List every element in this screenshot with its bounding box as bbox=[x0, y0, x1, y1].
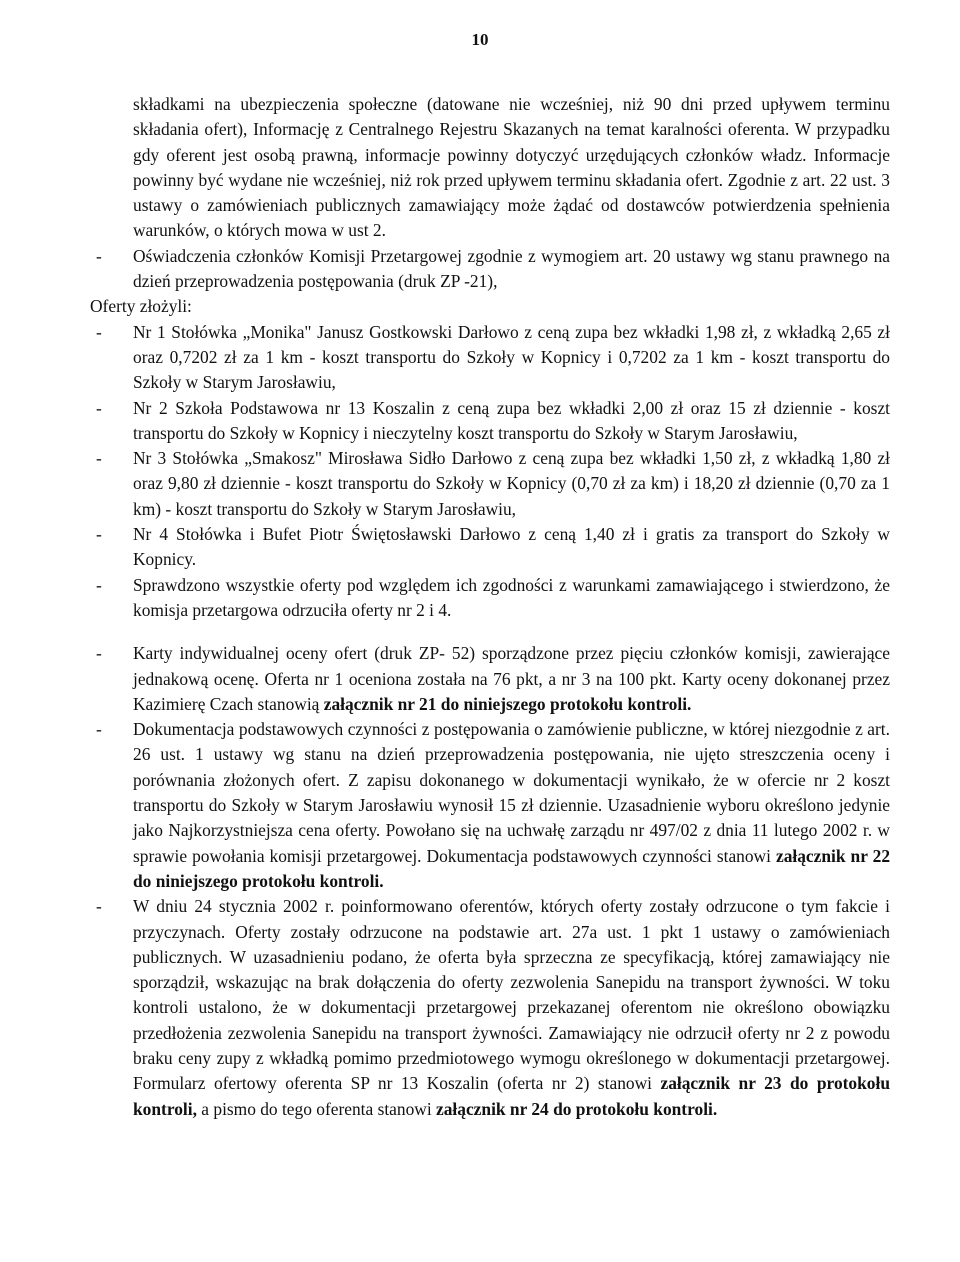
dash-marker: - bbox=[96, 719, 102, 740]
dash-marker: - bbox=[96, 448, 102, 469]
evaluation-cards-item bbox=[90, 641, 890, 717]
offer-item-3 bbox=[90, 446, 890, 522]
attachment-23-reference: załącznik nr 23 do protokołu kontroli, bbox=[133, 1073, 890, 1119]
dash-marker: - bbox=[96, 896, 102, 917]
verification-text: Sprawdzono wszystkie oferty pod względem ich zgodności z warunkami zamawiającego i stwierdzono, że komisja przetargowa odrzuciła oferty nr 2 i 4. bbox=[133, 574, 890, 620]
attachment-21-reference: załącznik nr 21 do niniejszego protokołu kontroli. bbox=[323, 693, 692, 714]
declarations-item bbox=[90, 244, 890, 295]
dash-marker: - bbox=[96, 574, 102, 595]
attachment-22-reference: załącznik nr 22 do niniejszego protokołu kontroli. bbox=[133, 845, 891, 891]
verification-item bbox=[90, 573, 890, 624]
evaluation-cards-text: Karty indywidualnej oceny ofert (druk ZP- 52) sporządzone przez pięciu członków komisji, zawierające jednakową ocenę. Oferta nr 1 oceniona została na 76 pkt, a nr 3 na 100 pkt. Karty oceny dokonanej przez Kazimierę Czach stanowią bbox=[133, 643, 890, 714]
documentation-text: Dokumentacja podstawowych czynności z postępowania o zamówienie publiczne, w której niezgodnie z art. 26 ust. 1 ustawy wg stanu na dzień przeprowadzenia postępowania, nie ujęto streszczenia oceny i porównania złożonych ofert. Z zapisu dokonanego w dokumentacji wynikało, że w ofercie nr 2 koszt transportu do Szkoły w Starym Jarosławiu wynosił 15 zł dziennie. Uzasadnienie wyboru określono jedynie jako Najkorzystniejsza cena oferty. Powołano się na uchwałę zarządu nr 497/02 z dnia 11 lutego 2002 r. w sprawie powołania komisji przetargowej. Dokumentacja podstawowych czynności stanowi bbox=[133, 719, 890, 866]
dash-marker: - bbox=[96, 643, 102, 664]
offer-item-1 bbox=[90, 320, 890, 396]
document-body bbox=[90, 92, 890, 1122]
section-spacer bbox=[90, 623, 890, 641]
dash-marker: - bbox=[96, 397, 102, 418]
dash-marker: - bbox=[96, 524, 102, 545]
dash-marker: - bbox=[96, 245, 102, 266]
offer-text: Nr 2 Szkoła Podstawowa nr 13 Koszalin z ceną zupa bez wkładki 2,00 zł oraz 15 zł dziennie - koszt transportu do Szkoły w Kopnicy i nieczytelny koszt transportu do Szkoły w Starym Jarosławiu, bbox=[133, 397, 890, 443]
offer-item-4 bbox=[90, 522, 890, 573]
intro-paragraph: składkami na ubezpieczenia społeczne (datowane nie wcześniej, niż 90 dni przed upływem terminu składania ofert), Informację z Centralnego Rejestru Skazanych na temat karalności oferenta. W przypadku gdy oferent jest osobą prawną, informacje powinny dotyczyć urzędujących członków władz. Informacje powinny być wydane nie wcześniej, niż rok przed upływem terminu składania ofert. Zgodnie z art. 22 ust. 3 ustawy o zamówieniach publicznych zamawiający może żądać od dostawców potwierdzenia spełnienia warunków, o których mowa w ust 2. bbox=[133, 94, 890, 241]
notification-text-continued: a pismo do tego oferenta stanowi bbox=[196, 1098, 437, 1119]
attachment-24-reference: załącznik nr 24 do protokołu kontroli. bbox=[436, 1098, 718, 1119]
offer-text: Nr 3 Stołówka „Smakosz" Mirosława Sidło Darłowo z ceną zupa bez wkładki 1,50 zł, z wkładką 1,80 zł oraz 9,80 zł dziennie - koszt transportu do Szkoły w Kopnicy (0,70 zł za km) i 18,20 zł dziennie (0,70 za 1 km) - koszt transportu do Szkoły w Starym Jarosławiu, bbox=[133, 448, 890, 519]
documentation-item bbox=[90, 717, 890, 894]
notification-text: W dniu 24 stycznia 2002 r. poinformowano oferentów, których oferty zostały odrzucone o tym fakcie i przyczynach. Oferty zostały odrzucone na podstawie art. 27a ust. 1 pkt 1 ustawy o zamówieniach publicznych. W uzasadnieniu podano, że oferta była sprzeczna ze specyfikacją, której zamawiający nie sporządził, wskazując na brak dołączenia do oferty zezwolenia Sanepidu na transport żywności. W toku kontroli ustalono, że w dokumentacji przetargowej przekazanej oferentom nie określono obowiązku przedłożenia zezwolenia Sanepidu na transport żywności. Zamawiający nie odrzucił oferty nr 2 z powodu braku ceny zupy z wkładką pomimo przedmiotowego wymogu określonego w dokumentacji przetargowej. Formularz ofertowy oferenta SP nr 13 Koszalin (oferta nr 2) stanowi bbox=[133, 896, 890, 1094]
offer-text: Nr 1 Stołówka „Monika" Janusz Gostkowski Darłowo z ceną zupa bez wkładki 1,98 zł, z wkładką 2,65 zł oraz 0,7202 zł za 1 km - koszt transportu do Szkoły w Kopnicy i 0,7202 za 1 km - koszt transportu do Szkoły w Starym Jarosławiu, bbox=[133, 321, 890, 393]
page-number: 10 bbox=[471, 30, 489, 49]
declarations-text: Oświadczenia członków Komisji Przetargowej zgodnie z wymogiem art. 20 ustawy wg stanu prawnego na dzień przeprowadzenia postępowania (druk ZP -21), bbox=[133, 245, 890, 292]
notification-item bbox=[90, 894, 890, 1122]
offers-heading: Oferty złożyli: bbox=[90, 296, 192, 317]
offer-text: Nr 4 Stołówka i Bufet Piotr Świętosławski Darłowo z ceną 1,40 zł i gratis za transport do Szkoły w Kopnicy. bbox=[133, 524, 890, 570]
dash-marker: - bbox=[96, 321, 102, 342]
offer-item-2 bbox=[90, 396, 890, 447]
